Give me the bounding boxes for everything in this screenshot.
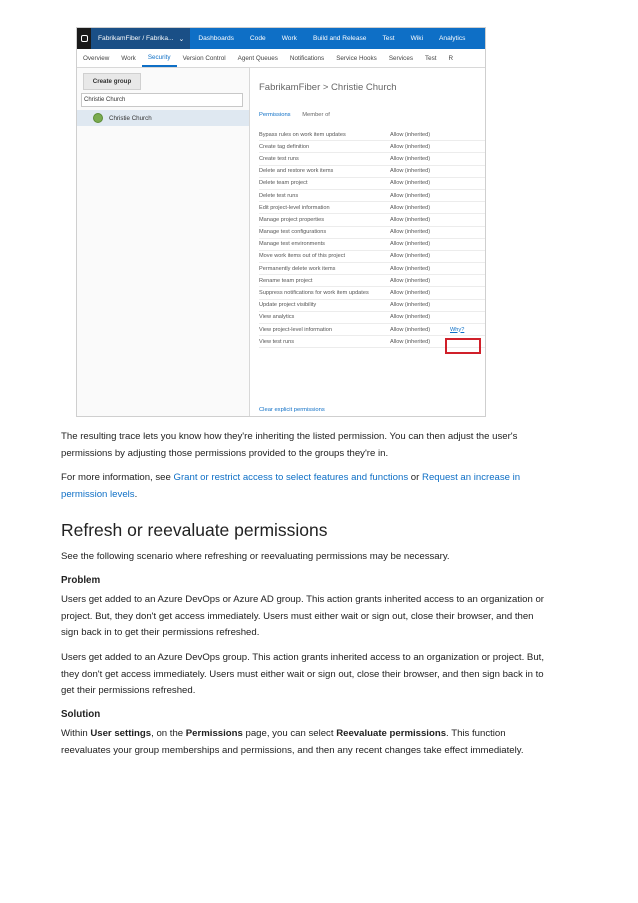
- permission-name: Delete test runs: [259, 192, 299, 199]
- permission-value[interactable]: Allow (inherited): [390, 180, 431, 187]
- project-name: FabrikamFiber / Fabrika...: [98, 35, 174, 42]
- devops-logo-icon[interactable]: [77, 28, 91, 49]
- search-input[interactable]: Christie Church: [81, 93, 243, 107]
- top-nav-item[interactable]: Wiki: [410, 35, 424, 42]
- why-highlight-box: [445, 338, 481, 354]
- clear-permissions-link[interactable]: Clear explicit permissions: [259, 407, 325, 413]
- permission-value[interactable]: Allow (inherited): [390, 143, 431, 150]
- permission-value[interactable]: Allow (inherited): [390, 253, 431, 260]
- problem-paragraph-1: Users get added to an Azure DevOps or Azure AD group. This action grants inherited access to an organization or project. But, they don't get access immediately. Users must either wait or sign out, close their browser, and then sign back in to get their permissions refreshed.: [61, 594, 544, 639]
- request-increase-link[interactable]: Request an increase in permission levels: [61, 472, 521, 500]
- groups-pane: [77, 68, 250, 416]
- permission-row: [259, 312, 486, 324]
- permission-row: [259, 300, 486, 312]
- top-nav-bar: [77, 28, 485, 49]
- permission-name: Suppress notifications for work item updates: [259, 290, 369, 297]
- permission-value[interactable]: Allow (inherited): [390, 168, 431, 175]
- breadcrumb: FabrikamFiber > Christie Church: [259, 82, 397, 93]
- solution-pre: Within: [61, 728, 91, 739]
- permission-name: Manage project properties: [259, 216, 324, 223]
- permission-tabs: [259, 112, 330, 118]
- permission-name: View test runs: [259, 338, 295, 345]
- permission-name: Permanently delete work items: [259, 265, 336, 272]
- permission-name: Manage test configurations: [259, 229, 327, 236]
- permission-value[interactable]: Allow (inherited): [390, 326, 431, 333]
- solution-mid-1: , on the: [151, 728, 186, 739]
- solution-heading: Solution: [61, 709, 101, 720]
- permission-row: [259, 287, 486, 299]
- problem-heading: Problem: [61, 575, 101, 586]
- permission-value[interactable]: Allow (inherited): [390, 229, 431, 236]
- permission-name: Delete and restore work items: [259, 168, 334, 175]
- permission-row: [259, 178, 486, 190]
- permission-value[interactable]: Allow (inherited): [390, 290, 431, 297]
- why-link[interactable]: Why?: [450, 326, 465, 333]
- permission-name: Update project visibility: [259, 302, 317, 309]
- permission-name: Create test runs: [259, 155, 299, 162]
- permission-name: Edit project-level information: [259, 204, 330, 211]
- top-nav-item[interactable]: Test: [382, 35, 395, 42]
- permission-row: [259, 129, 486, 141]
- subnav-tab[interactable]: Security: [142, 49, 177, 67]
- permission-row: [259, 190, 486, 202]
- user-settings-term: User settings: [90, 728, 152, 739]
- permission-value[interactable]: Allow (inherited): [390, 338, 431, 345]
- permissions-table: [259, 129, 486, 348]
- grant-restrict-access-link[interactable]: Grant or restrict access to select features and functions: [173, 472, 409, 483]
- subnav-tab[interactable]: Overview: [83, 54, 110, 62]
- section-heading: Refresh or reevaluate permissions: [61, 520, 328, 540]
- more-info-paragraph: [61, 470, 551, 503]
- permission-name: Delete team project: [259, 180, 308, 187]
- permission-value[interactable]: Allow (inherited): [390, 277, 431, 284]
- subnav-tab[interactable]: R: [448, 54, 454, 62]
- top-nav-item[interactable]: Build and Release: [312, 35, 367, 42]
- solution-paragraph: [61, 726, 551, 759]
- subnav-tab[interactable]: Notifications: [289, 54, 325, 62]
- permission-value[interactable]: Allow (inherited): [390, 192, 431, 199]
- top-nav-item[interactable]: Code: [249, 35, 266, 42]
- chevron-down-icon: ⌄: [178, 35, 185, 43]
- permission-name: View project-level information: [259, 326, 332, 333]
- permission-row: [259, 275, 486, 287]
- permission-name: View analytics: [259, 314, 295, 321]
- settings-subnav: [77, 49, 485, 68]
- member-list-item[interactable]: [77, 110, 249, 126]
- permission-row: [259, 263, 486, 275]
- avatar: [93, 113, 103, 123]
- embedded-screenshot: [76, 27, 486, 417]
- intro-paragraph: See the following scenario where refreshing or reevaluating permissions may be necessary.: [61, 551, 450, 562]
- permission-row: [259, 202, 486, 214]
- member-name: Christie Church: [109, 114, 152, 122]
- project-selector[interactable]: [91, 28, 190, 49]
- subnav-tab[interactable]: Services: [388, 54, 413, 62]
- subnav-tab[interactable]: Work: [121, 54, 136, 62]
- permission-row: [259, 166, 486, 178]
- permission-value[interactable]: Allow (inherited): [390, 314, 431, 321]
- permission-value[interactable]: Allow (inherited): [390, 131, 431, 138]
- permission-value[interactable]: Allow (inherited): [390, 302, 431, 309]
- permission-value[interactable]: Allow (inherited): [390, 241, 431, 248]
- create-group-button[interactable]: Create group: [83, 73, 141, 90]
- permission-name: Bypass rules on work item updates: [259, 131, 346, 138]
- tab-permissions[interactable]: Permissions: [259, 112, 291, 118]
- permission-value[interactable]: Allow (inherited): [390, 216, 431, 223]
- permission-row: [259, 239, 486, 251]
- permission-row: [259, 214, 486, 226]
- permission-name: Move work items out of this project: [259, 253, 346, 260]
- permission-row: [259, 141, 486, 153]
- more-info-mid: or: [408, 472, 423, 483]
- problem-paragraph-2: Users get added to an Azure DevOps group. This action grants inherited access to an organization or project. But, they don't get access immediately. Users must either wait or sign out, close their browser, and then sign back in to get their permissions refreshed.: [61, 652, 544, 697]
- subnav-tab[interactable]: Version Control: [182, 54, 226, 62]
- permission-name: Manage test environments: [259, 241, 325, 248]
- subnav-tab[interactable]: Test: [424, 54, 437, 62]
- more-info-suffix: .: [134, 488, 138, 500]
- permissions-term: Permissions: [185, 728, 243, 739]
- permission-row: [259, 153, 486, 165]
- permission-row: [259, 227, 486, 239]
- permission-row: [259, 324, 486, 336]
- top-nav-item[interactable]: Work: [281, 35, 297, 42]
- top-nav-item[interactable]: Dashboards: [198, 35, 234, 42]
- permissions-pane: [257, 68, 485, 416]
- subnav-tab[interactable]: Agent Queues: [237, 54, 278, 62]
- tab-member-of[interactable]: Member of: [302, 112, 330, 118]
- permission-value[interactable]: Allow (inherited): [390, 265, 431, 272]
- permission-name: Create tag definition: [259, 143, 310, 150]
- permission-value[interactable]: Allow (inherited): [390, 204, 431, 211]
- solution-post: . This function reevaluates your group memberships and permissions, and then any recent changes take effect immediately.: [61, 728, 524, 756]
- permission-row: [259, 251, 486, 263]
- permission-name: Rename team project: [259, 277, 313, 284]
- trace-paragraph: The resulting trace lets you know how they're inheriting the listed permission. You can then adjust the user's permissions by adjusting those permissions provided to the groups they're in.: [61, 431, 518, 459]
- top-nav-item[interactable]: Analytics: [439, 35, 466, 42]
- more-info-prefix: For more information, see: [61, 472, 174, 483]
- solution-mid-2: page, you can select: [242, 728, 337, 739]
- reevaluate-permissions-term: Reevaluate permissions: [336, 728, 447, 739]
- subnav-tab[interactable]: Service Hooks: [336, 54, 377, 62]
- permission-value[interactable]: Allow (inherited): [390, 155, 431, 162]
